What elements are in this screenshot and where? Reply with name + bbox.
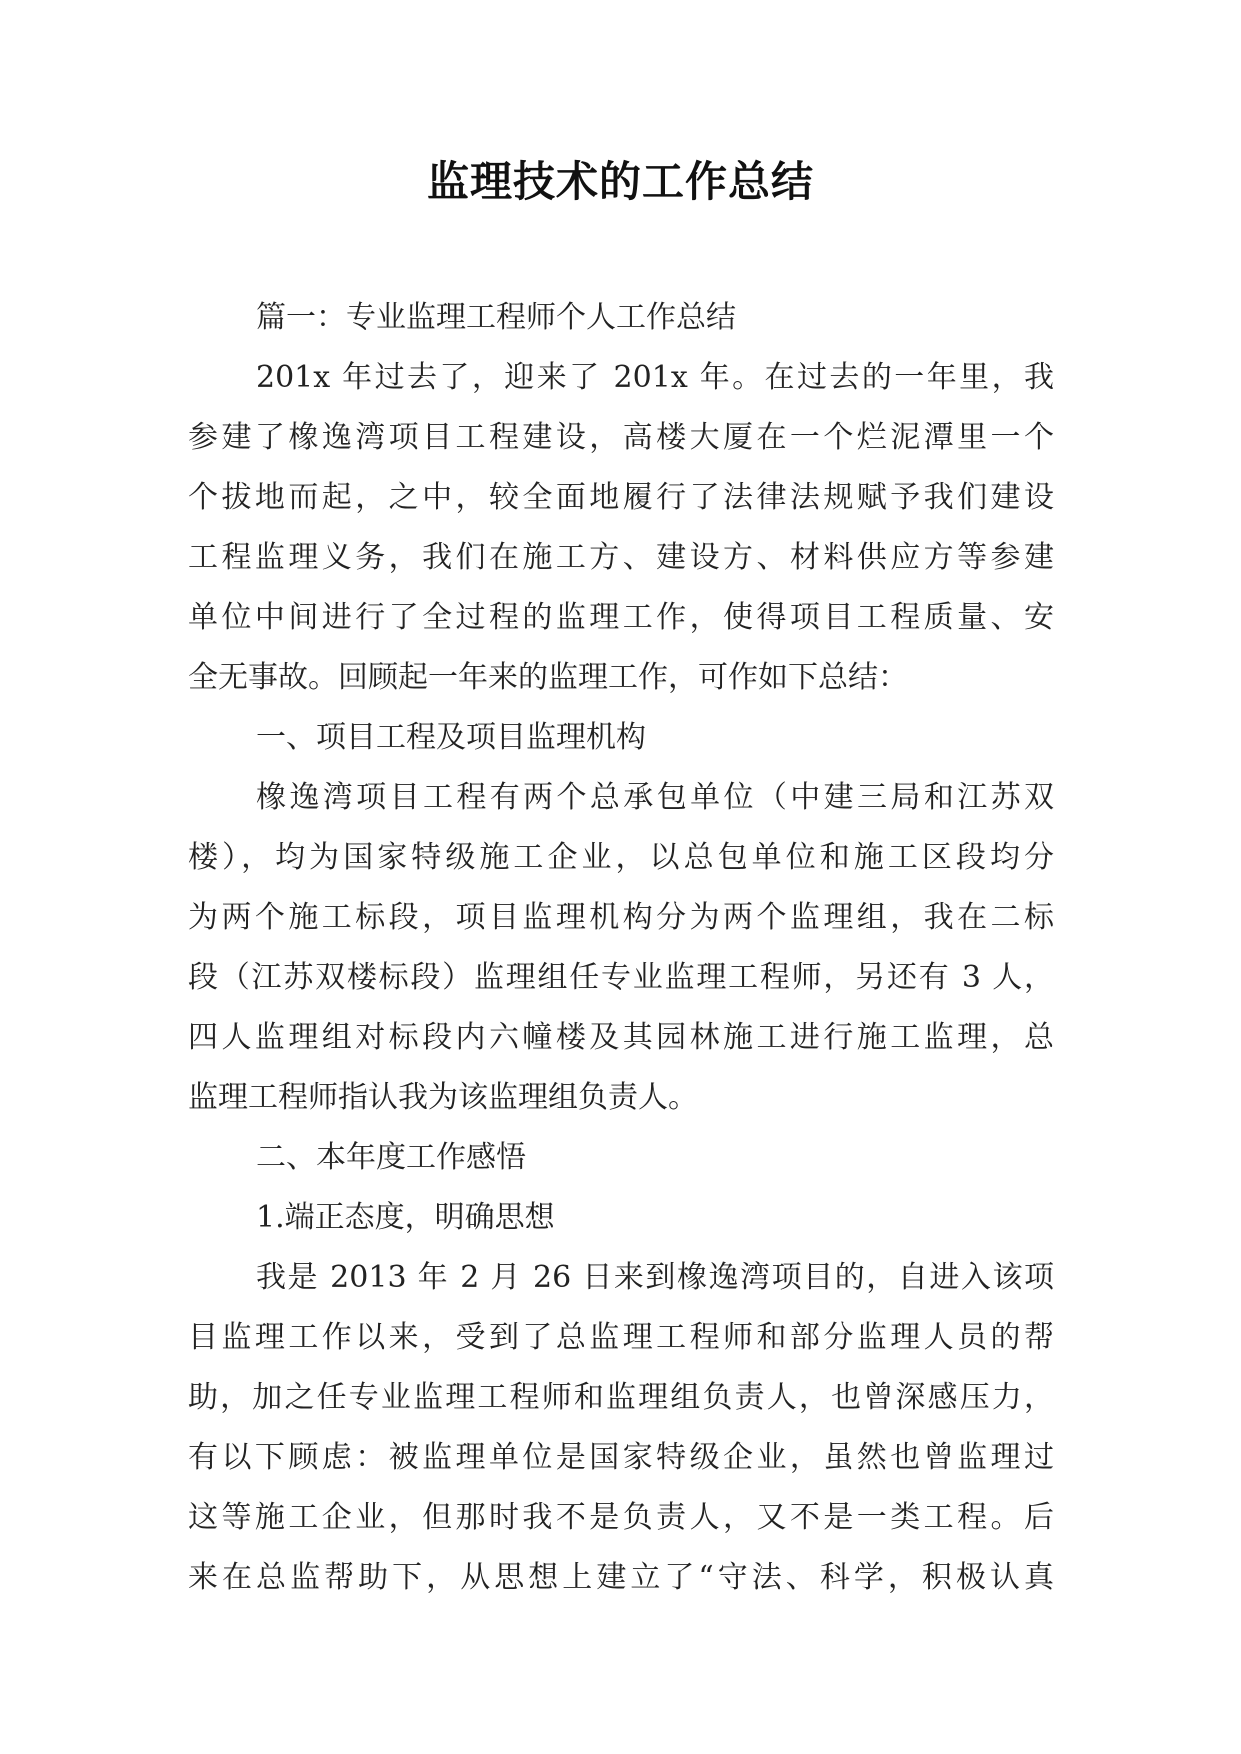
paragraph-line: 段（江苏双楼标段）监理组任专业监理工程师，另还有 3 人， [188,960,1054,995]
paragraph-line: 为两个施工标段，项目监理机构分为两个监理组，我在二标 [188,900,1054,935]
paragraph-line: 全无事故。回顾起一年来的监理工作，可作如下总结： [188,660,908,695]
paragraph-line: 橡逸湾项目工程有两个总承包单位（中建三局和江苏双 [256,780,1054,815]
subsection-heading: 1.端正态度，明确思想 [256,1200,555,1235]
paragraph-line: 参建了橡逸湾项目工程建设，高楼大厦在一个烂泥潭里一个 [188,420,1054,455]
section-heading: 篇一：专业监理工程师个人工作总结 [256,300,736,335]
paragraph-line: 201x 年过去了，迎来了 201x 年。在过去的一年里，我 [256,360,1054,395]
paragraph-line: 这等施工企业，但那时我不是负责人，又不是一类工程。后 [188,1500,1054,1535]
section-heading: 一、项目工程及项目监理机构 [256,720,646,755]
paragraph-line: 助，加之任专业监理工程师和监理组负责人，也曾深感压力， [188,1380,1054,1415]
paragraph-line: 我是 2013 年 2 月 26 日来到橡逸湾项目的，自进入该项 [256,1260,1054,1295]
paragraph-line: 目监理工作以来，受到了总监理工程师和部分监理人员的帮 [188,1320,1054,1355]
paragraph-line: 监理工程师指认我为该监理组负责人。 [188,1080,698,1115]
document-title: 监理技术的工作总结 [426,157,814,206]
paragraph-line: 有以下顾虑：被监理单位是国家特级企业，虽然也曾监理过 [188,1440,1054,1475]
paragraph-line: 来在总监帮助下，从思想上建立了“守法、科学，积极认真 [188,1560,1054,1595]
paragraph-line: 个拔地而起，之中，较全面地履行了法律法规赋予我们建设 [188,480,1054,515]
paragraph-line: 单位中间进行了全过程的监理工作，使得项目工程质量、安 [188,600,1054,635]
paragraph-line: 楼），均为国家特级施工企业，以总包单位和施工区段均分 [188,840,1054,875]
paragraph-line: 四人监理组对标段内六幢楼及其园林施工进行施工监理，总 [188,1020,1054,1055]
section-heading: 二、本年度工作感悟 [256,1140,526,1175]
paragraph-line: 工程监理义务，我们在施工方、建设方、材料供应方等参建 [188,540,1054,575]
document-body [188,288,1054,1608]
